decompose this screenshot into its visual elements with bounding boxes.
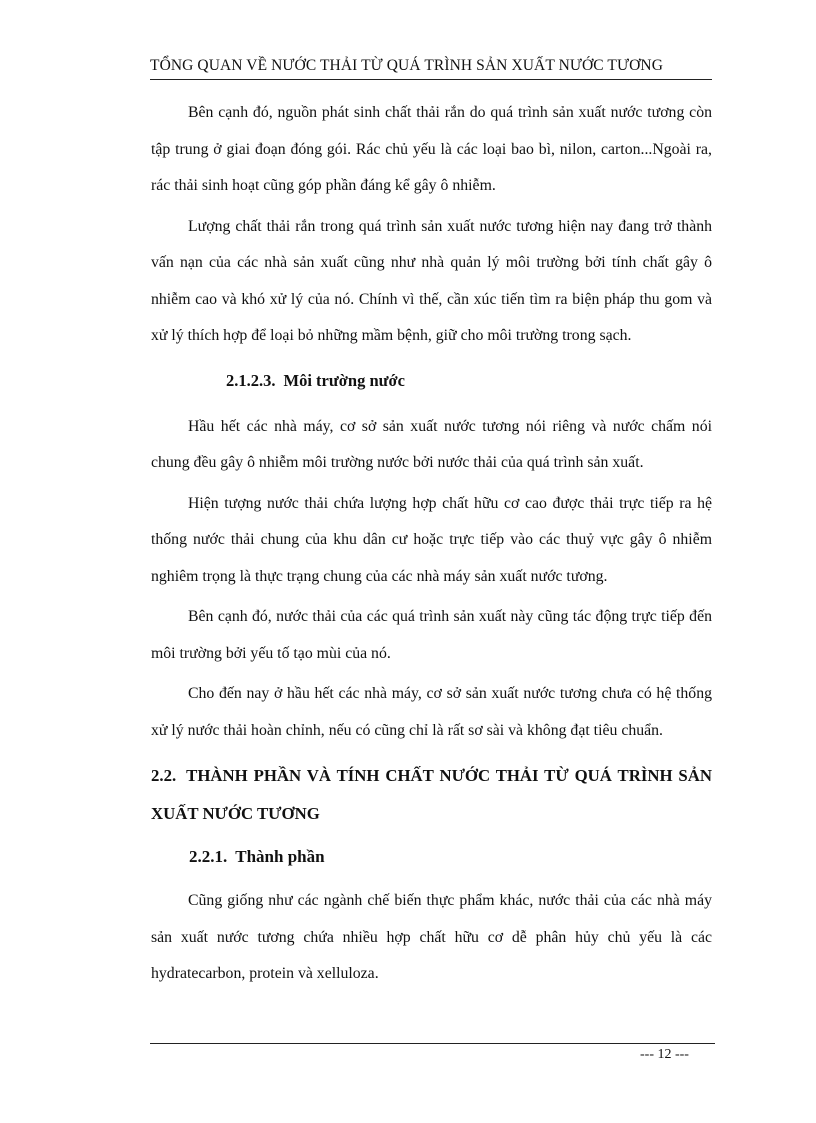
paragraph-composition: Cũng giống như các ngành chế biến thực phẩm khác, nước thải của các nhà máy sản xuất nước tương chứa nhiều hợp chất hữu cơ dễ phân hủy chủ yếu là các hydratecarbon, protein và xelluloza. [151,892,712,982]
paragraph-odor: Bên cạnh đó, nước thải của các quá trình sản xuất này cũng tác động trực tiếp đến môi trường bởi yếu tố tạo mùi của nó. [151,608,712,662]
heading-title: Môi trường nước [283,370,405,390]
heading-2-1-2-3 [151,363,712,399]
heading-number: 2.1.2.3. [226,370,276,390]
paragraph-organic-discharge: Hiện tượng nước thải chứa lượng hợp chất hữu cơ cao được thải trực tiếp ra hệ thống nước thải chung của khu dân cư hoặc trực tiếp vào các thuỷ vực gây ô nhiễm nghiêm trọng là thực trạng chung của các nhà máy sản xuất nước tương. [151,494,712,585]
page-body [151,95,712,997]
page-number: --- 12 --- [640,1047,689,1062]
heading-number: 2.2. [151,766,177,785]
paragraph-water-pollution: Hầu hết các nhà máy, cơ sở sản xuất nước tương nói riêng và nước chấm nói chung đều gây ô nhiễm môi trường nước bởi nước thải của quá trình sản xuất. [151,417,712,471]
heading-title: THÀNH PHẦN VÀ TÍNH CHẤT NƯỚC THẢI TỪ QUÁ TRÌNH SẢN XUẤT NƯỚC TƯƠNG [151,766,712,823]
heading-2-2 [151,757,712,833]
heading-title: Thành phần [235,847,325,866]
footer-divider [150,1043,715,1044]
paragraph-solid-waste-problem: Lượng chất thải rắn trong quá trình sản xuất nước tương hiện nay đang trở thành vấn nạn của các nhà sản xuất cũng như nhà quản lý môi trường bởi tính chất gây ô nhiễm cao và khó xử lý của nó. Chính vì thế, cần xúc tiến tìm ra biện pháp thu gom và xử lý thích hợp để loại bỏ những mầm bệnh, giữ cho môi trường trong sạch. [151,217,712,344]
running-header: TỔNG QUAN VỀ NƯỚC THẢI TỪ QUÁ TRÌNH SẢN XUẤT NƯỚC TƯƠNG [150,57,712,80]
heading-number: 2.2.1. [189,847,228,866]
heading-2-2-1 [151,839,712,875]
paragraph-treatment-systems: Cho đến nay ở hầu hết các nhà máy, cơ sở sản xuất nước tương chưa có hệ thống xử lý nước thải hoàn chỉnh, nếu có cũng chỉ là rất sơ sài và không đạt tiêu chuẩn. [151,685,712,739]
paragraph-solid-waste-packaging: Bên cạnh đó, nguồn phát sinh chất thải rắn do quá trình sản xuất nước tương còn tập trung ở giai đoạn đóng gói. Rác chủ yếu là các loại bao bì, nilon, carton...Ngoài ra, rác thải sinh hoạt cũng góp phần đáng kể gây ô nhiễm. [151,104,712,194]
